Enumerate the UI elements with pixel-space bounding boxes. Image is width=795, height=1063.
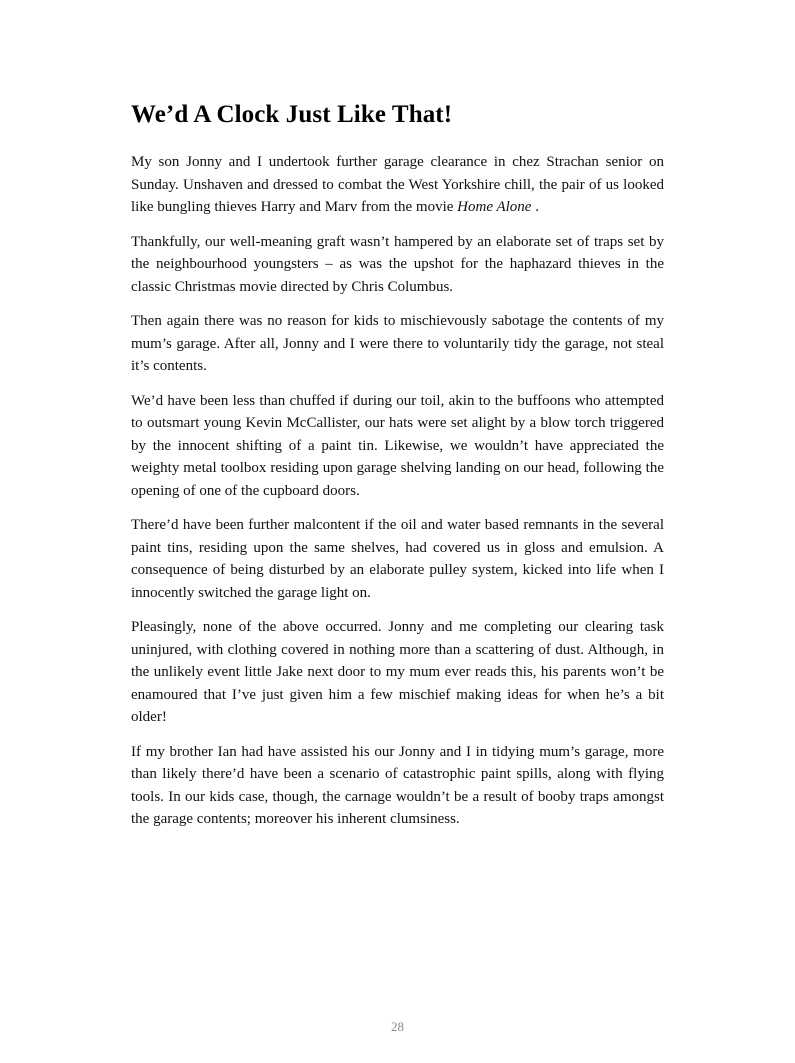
- paragraph-3: Then again there was no reason for kids to mischievously sabotage the contents of my mum’s garage. After all, Jonny and I were there to voluntarily tidy the garage, not steal it’s contents.: [131, 313, 664, 374]
- paragraph-1-ending: .: [531, 199, 539, 215]
- movie-title-emphasis: Home Alone: [457, 199, 532, 215]
- article-body: [131, 151, 664, 843]
- paragraph-1-text: My son Jonny and I undertook further garage clearance in chez Strachan senior on Sunday. Unshaven and dressed to combat the West Yorkshire chill, the pair of us looked like bungling thieves Harry and Marv from the movie: [131, 154, 664, 215]
- page-title: We’d A Clock Just Like That!: [131, 101, 453, 128]
- page-number: 28: [391, 1019, 404, 1034]
- paragraph-7: If my brother Ian had have assisted his our Jonny and I in tidying mum’s garage, more than likely there’d have been a scenario of catastrophic paint spills, along with flying tools. In our kids case, though, the carnage wouldn’t be a result of booby traps amongst the garage contents; moreover his inherent clumsiness.: [131, 743, 664, 827]
- paragraph-2: Thankfully, our well-meaning graft wasn’t hampered by an elaborate set of traps set by the neighbourhood youngsters – as was the upshot for the haphazard thieves in the classic Christmas movie directed by Chris Columbus.: [131, 233, 664, 295]
- paragraph-5: There’d have been further malcontent if the oil and water based remnants in the several paint tins, residing upon the same shelves, had covered us in gloss and emulsion. A consequence of being disturbed by an elaborate pulley system, kicked into life when I innocently switched the garage light on.: [131, 517, 664, 601]
- paragraph-6: Pleasingly, none of the above occurred. Jonny and me completing our clearing task uninjured, with clothing covered in nothing more than a scattering of dust. Although, in the unlikely event little Jake next door to my mum ever reads this, his parents won’t be enamoured that I’ve just given him a few mischief making ideas for when he’s a bit older!: [131, 619, 664, 725]
- paragraph-4: We’d have been less than chuffed if during our toil, akin to the buffoons who attempted to outsmart young Kevin McCallister, our hats were set alight by a blow torch triggered by the innocent shifting of a paint tin. Likewise, we wouldn’t have appreciated the weighty metal toolbox residing upon garage shelving landing on our head, following the opening of one of the cupboard doors.: [131, 392, 664, 499]
- paragraph-1: [131, 151, 664, 219]
